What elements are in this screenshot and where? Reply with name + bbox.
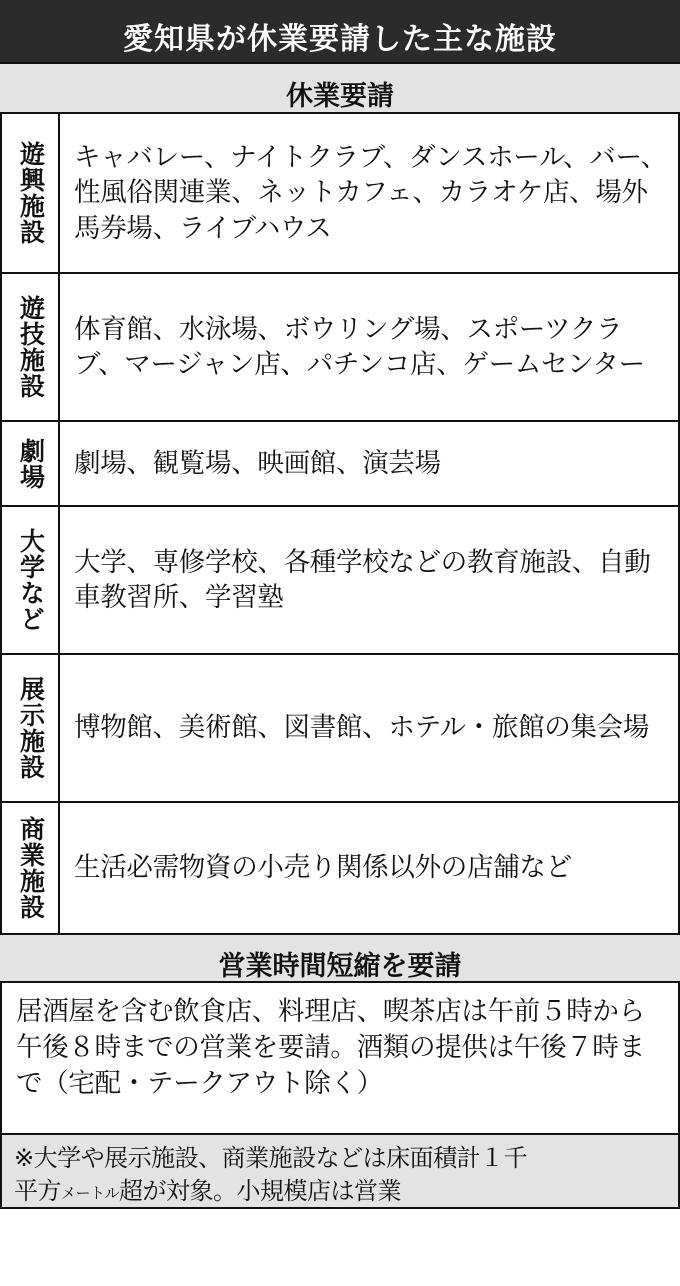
section-heading-shorten-hours: 営業時間短縮を要請 xyxy=(0,933,680,983)
row-description: 劇場、観覧場、映画館、演芸場 xyxy=(74,447,441,478)
row-category: 大学など xyxy=(2,507,60,653)
footnote-unit: メートル xyxy=(61,1184,120,1202)
table-row xyxy=(2,422,678,507)
row-category: 劇場 xyxy=(2,422,60,505)
row-description: 大学、専修学校、各種学校などの教育施設、自動車教習所、学習塾 xyxy=(74,546,651,612)
footnote-line-2-before: 平方 xyxy=(14,1177,61,1205)
table-row xyxy=(2,803,678,933)
row-description: 博物館、美術館、図書館、ホテル・旅館の集会場 xyxy=(74,712,650,743)
closure-request-rows xyxy=(0,114,680,933)
footnote xyxy=(0,1135,680,1209)
table-row xyxy=(2,507,678,655)
row-category: 遊技施設 xyxy=(2,274,60,420)
footnote-line-2-after: 超が対象。小規模店は営業 xyxy=(119,1177,402,1205)
row-description: 生活必需物資の小売り関係以外の店舗など xyxy=(74,852,572,883)
shorten-hours-description: 居酒屋を含む飲食店、料理店、喫茶店は午前５時から午後８時までの営業を要請。酒類の提供は午後７時まで（宅配・テークアウト除く） xyxy=(0,983,680,1135)
row-description: 体育館、水泳場、ボウリング場、スポーツクラブ、マージャン店、パチンコ店、ゲームセンター xyxy=(74,313,645,379)
footnote-line-1: ※大学や展示施設、商業施設などは床面積計１千 xyxy=(14,1145,528,1172)
row-category: 展示施設 xyxy=(2,655,60,801)
table-row xyxy=(2,274,678,422)
row-description: キャバレー、ナイトクラブ、ダンスホール、バー、性風俗関連業、ネットカフェ、カラオケ店、場外馬券場、ライブハウス xyxy=(74,141,667,243)
row-category: 商業施設 xyxy=(2,803,60,933)
table-row xyxy=(2,655,678,803)
row-category: 遊興施設 xyxy=(2,114,60,272)
section-heading-closure-request: 休業要請 xyxy=(0,62,680,114)
page-title: 愛知県が休業要請した主な施設 xyxy=(0,0,680,62)
table-row xyxy=(2,114,678,274)
